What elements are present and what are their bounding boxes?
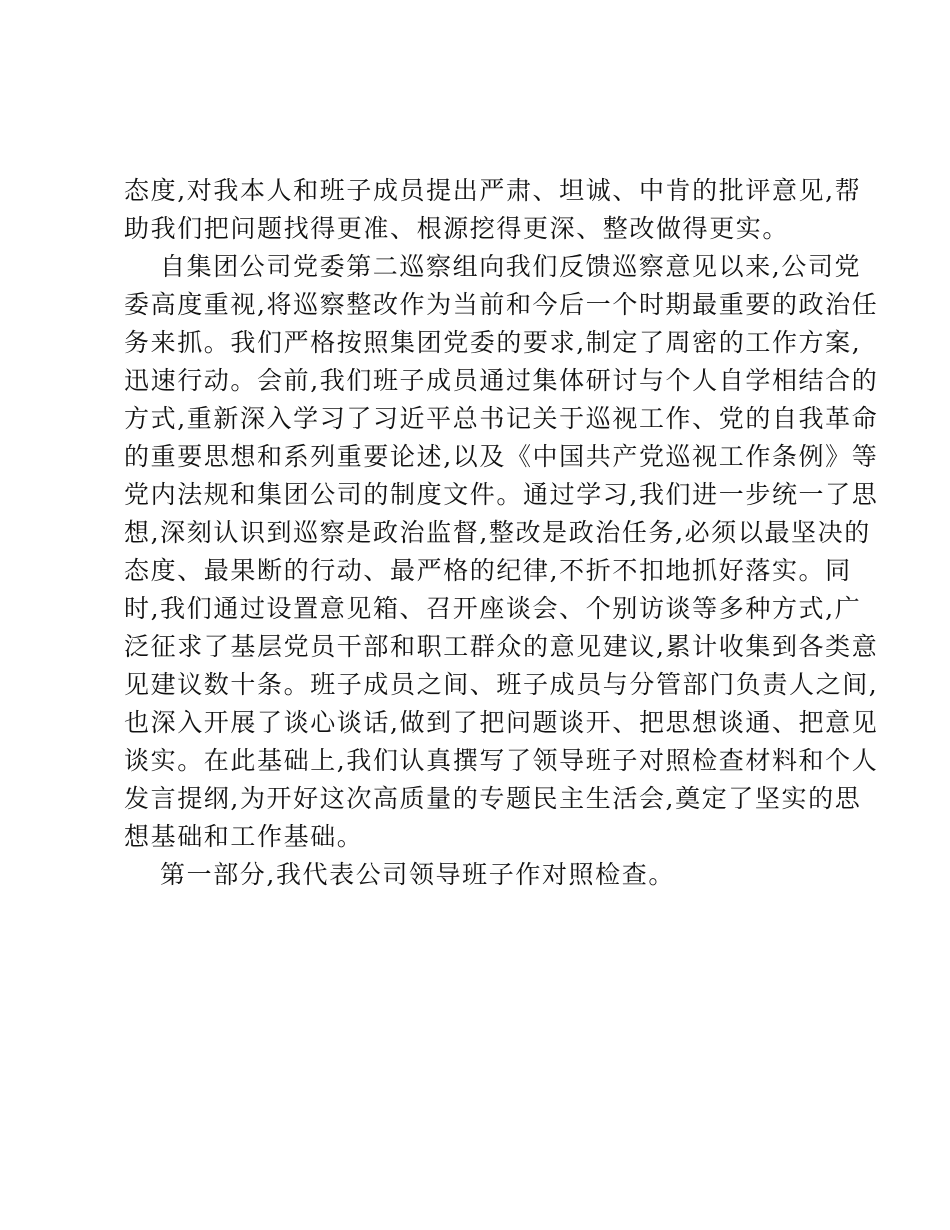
paragraph-first-line: 自集团公司党委第二巡察组向我们反馈巡察意见以来,公司党 bbox=[160, 252, 862, 281]
paragraph-line: 也深入开展了谈心谈话,做到了把问题谈开、把思想谈通、把意见 bbox=[124, 708, 879, 737]
paragraph-line: 时,我们通过设置意见箱、召开座谈会、个别访谈等多种方式,广 bbox=[124, 594, 862, 623]
paragraph-line: 想,深刻认识到巡察是政治监督,整改是政治任务,必须以最坚决的 bbox=[124, 518, 871, 547]
document-body bbox=[124, 172, 879, 894]
paragraph-line: 见建议数十条。班子成员之间、班子成员与分管部门负责人之间, bbox=[124, 670, 879, 699]
paragraph-line: 迅速行动。会前,我们班子成员通过集体研讨与个人自学相结合的 bbox=[124, 366, 879, 395]
paragraph-line: 谈实。在此基础上,我们认真撰写了领导班子对照检查材料和个人 bbox=[124, 746, 879, 775]
paragraph-line: 泛征求了基层党员干部和职工群众的意见建议,累计收集到各类意 bbox=[124, 632, 879, 661]
paragraph-line: 的重要思想和系列重要论述,以及《中国共产党巡视工作条例》等 bbox=[124, 442, 879, 471]
paragraph-line: 党内法规和集团公司的制度文件。通过学习,我们进一步统一了思 bbox=[124, 480, 879, 509]
paragraph-line: 委高度重视,将巡察整改作为当前和今后一个时期最重要的政治任 bbox=[124, 290, 879, 319]
paragraph-line: 方式,重新深入学习了习近平总书记关于巡视工作、党的自我革命 bbox=[124, 404, 879, 433]
paragraph-line: 发言提纲,为开好这次高质量的专题民主生活会,奠定了坚实的思 bbox=[124, 784, 862, 813]
paragraph-line: 助我们把问题找得更准、根源挖得更深、整改做得更实。 bbox=[124, 214, 790, 243]
paragraph-line: 态度,对我本人和班子成员提出严肃、坦诚、中肯的批评意见,帮 bbox=[124, 176, 862, 205]
paragraph-line: 想基础和工作基础。 bbox=[124, 822, 364, 851]
paragraph-line: 务来抓。我们严格按照集团党委的要求,制定了周密的工作方案, bbox=[124, 328, 862, 357]
section-intro-line: 第一部分,我代表公司领导班子作对照检查。 bbox=[160, 860, 675, 889]
paragraph-line: 态度、最果断的行动、最严格的纪律,不折不扣地抓好落实。同 bbox=[124, 556, 852, 585]
